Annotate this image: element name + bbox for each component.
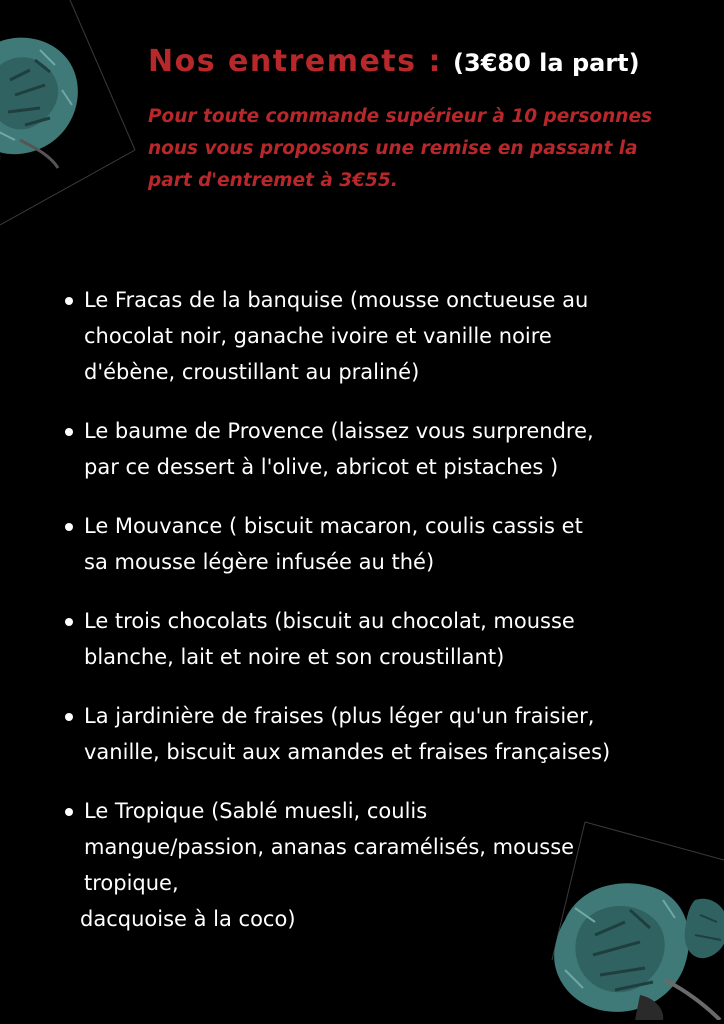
entremets-list [62,282,712,960]
price-label: (3€80 la part) [453,49,640,77]
item-line: par ce dessert à l'olive, abricot et pistaches ) [84,455,559,479]
item-line: sa mousse légère infusée au thé) [84,550,435,574]
list-item [62,413,712,485]
promo-line: part d'entremet à 3€55. [148,170,398,191]
item-line: mangue/passion, ananas caramélisés, mousse [84,835,575,859]
item-line: vanille, biscuit aux amandes et fraises françaises) [84,740,611,764]
item-line: Le Mouvance ( biscuit macaron, coulis cassis et [84,514,583,538]
list-item [62,698,712,770]
header [148,44,708,197]
bullet-icon [65,428,73,436]
list-item [62,508,712,580]
bullet-icon [65,713,73,721]
item-line: Le Tropique (Sablé muesli, coulis [84,799,428,823]
item-line: Le baume de Provence (laissez vous surprendre, [84,419,594,443]
list-item [62,282,712,390]
item-line: dacquoise à la coco) [80,907,296,931]
item-line: Le trois chocolats (biscuit au chocolat, mousse [84,609,575,633]
flower-illustration-top-left [0,20,100,170]
item-line: blanche, lait et noire et son croustillant) [84,645,505,669]
promo-line: nous vous proposons une remise en passant la [148,138,638,159]
bullet-icon [65,618,73,626]
item-line: La jardinière de fraises (plus léger qu'un fraisier, [84,704,595,728]
bullet-icon [65,808,73,816]
promo-text [148,101,708,197]
item-line: tropique, [84,871,179,895]
item-line: d'ébène, croustillant au praliné) [84,360,420,384]
page-title: Nos entremets : [148,44,442,79]
promo-line: Pour toute commande supérieur à 10 personnes [148,106,653,127]
bullet-icon [65,523,73,531]
list-item [62,603,712,675]
list-item [62,793,712,937]
item-line: Le Fracas de la banquise (mousse onctueuse au [84,288,589,312]
item-line: chocolat noir, ganache ivoire et vanille noire [84,324,552,348]
title-row [148,44,708,79]
bullet-icon [65,297,73,305]
